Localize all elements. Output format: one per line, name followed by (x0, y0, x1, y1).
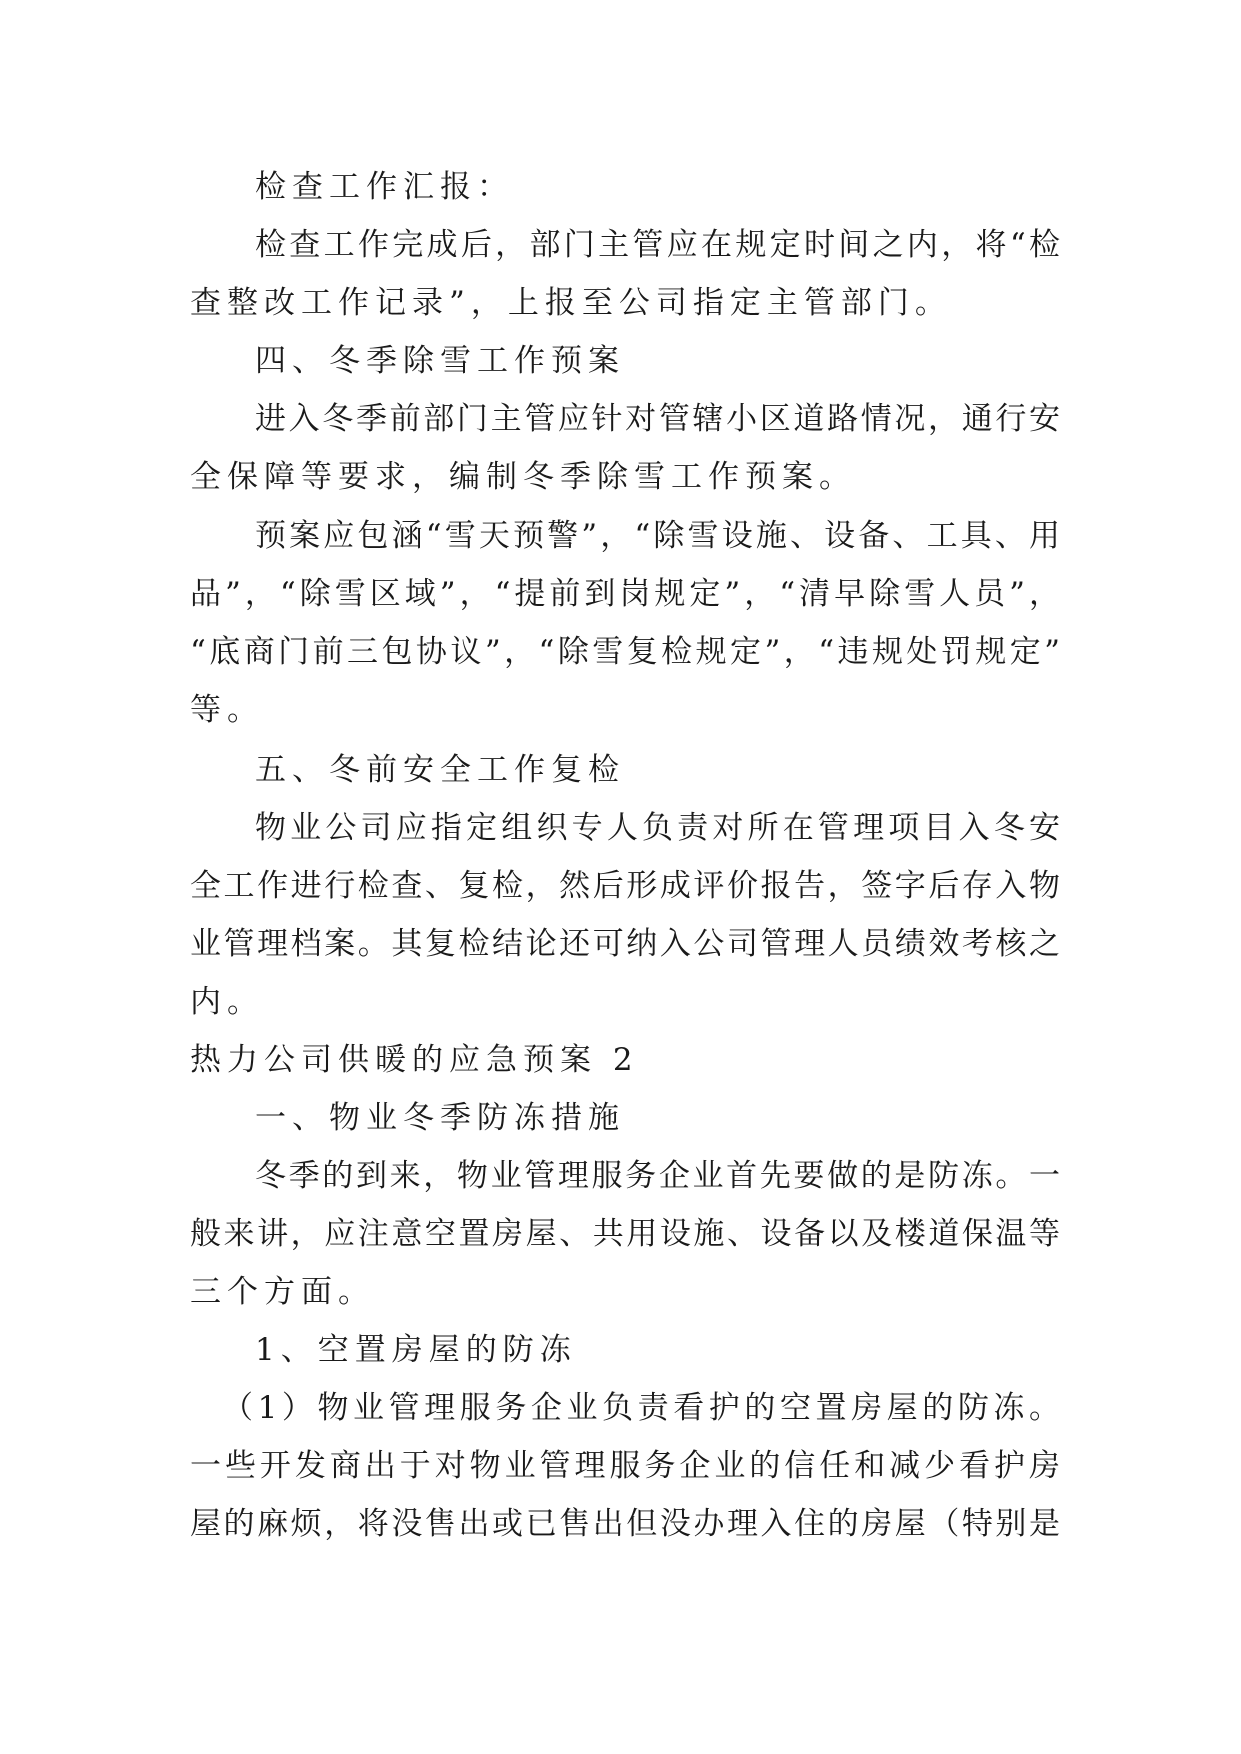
paragraph-line: 品”，“除雪区域”，“提前到岗规定”，“清早除雪人员”， (190, 576, 1060, 612)
paragraph-line: 屋的麻烦，将没售出或已售出但没办理入住的房屋（特别是 (190, 1506, 1060, 1542)
paragraph-line: 冬季的到来，物业管理服务企业首先要做的是防冻。一 (255, 1158, 1060, 1194)
paragraph-line: “底商门前三包协议”，“除雪复检规定”，“违规处罚规定” (190, 634, 1060, 670)
paragraph-line: 检查工作汇报： (255, 169, 514, 205)
subsection-heading: 1、空置房屋的防冻 (255, 1332, 577, 1368)
paragraph-line: 三个方面。 (190, 1274, 375, 1310)
paragraph-line: 内。 (190, 984, 264, 1020)
paragraph-line: 全工作进行检查、复检，然后形成评价报告，签字后存入物 (190, 868, 1060, 904)
section-heading: 四、冬季除雪工作预案 (255, 343, 625, 379)
paragraph-line: 检查工作完成后，部门主管应在规定时间之内，将“检 (255, 227, 1060, 263)
paragraph-line: 全保障等要求，编制冬季除雪工作预案。 (190, 459, 856, 495)
section-heading: 五、冬前安全工作复检 (255, 752, 625, 788)
paragraph-line: 预案应包涵“雪天预警”，“除雪设施、设备、工具、用 (255, 518, 1060, 554)
paragraph-line: 般来讲，应注意空置房屋、共用设施、设备以及楼道保温等 (190, 1216, 1060, 1252)
paragraph-line: 物业公司应指定组织专人负责对所在管理项目入冬安 (255, 810, 1060, 846)
paragraph-line: 业管理档案。其复检结论还可纳入公司管理人员绩效考核之 (190, 926, 1060, 962)
paragraph-line: （1）物业管理服务企业负责看护的空置房屋的防冻。 (222, 1390, 1060, 1426)
section-heading: 一、物业冬季防冻措施 (255, 1100, 625, 1136)
paragraph-line: 一些开发商出于对物业管理服务企业的信任和减少看护房 (190, 1448, 1060, 1484)
paragraph-line: 等。 (190, 692, 264, 728)
paragraph-line: 进入冬季前部门主管应针对管辖小区道路情况，通行安 (255, 401, 1060, 437)
paragraph-line: 查整改工作记录”，上报至公司指定主管部门。 (190, 285, 952, 321)
document-title: 热力公司供暖的应急预案 2 (190, 1042, 639, 1078)
